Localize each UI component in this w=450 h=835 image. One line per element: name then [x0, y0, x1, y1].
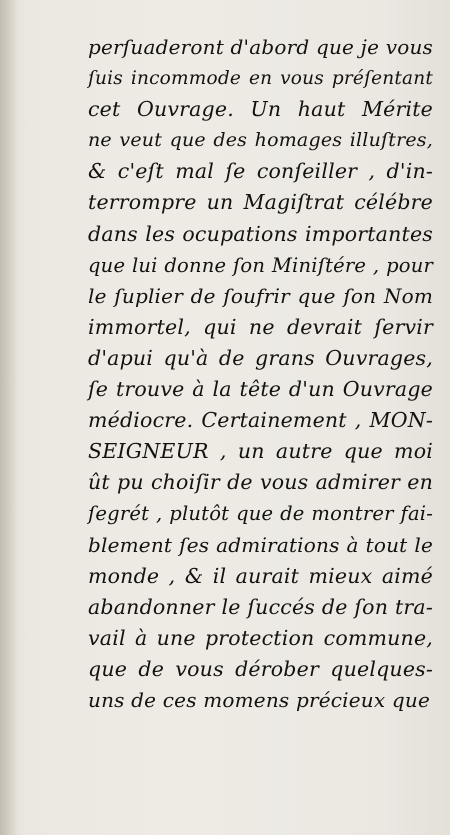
- text-line: dans les ocupations importantes: [88, 221, 433, 246]
- text-line: d'apui qu'à de grans Ouvrages,: [88, 345, 433, 370]
- text-line: que de vous dérober quelques-: [88, 656, 433, 681]
- text-line: & c'eſt mal ſe conſeiller , d'in-: [88, 159, 433, 184]
- text-line: ſegrét , plutôt que de montrer fai-: [88, 502, 433, 526]
- text-line: monde , & il aurait mieux aimé: [88, 563, 433, 588]
- text-line: vail à une protection commune,: [88, 625, 433, 650]
- text-line: terrompre un Magiſtrat célébre: [88, 190, 433, 215]
- body-text: [88, 32, 433, 716]
- text-line: uns de ces momens précieux que: [88, 687, 431, 712]
- text-line: immortel, qui ne devrait ſervir: [88, 314, 433, 339]
- text-line: abandonner le ſuccés de ſon tra-: [88, 594, 433, 619]
- text-line: ût pu choiſir de vous admirer en: [88, 470, 433, 495]
- text-line: ſe trouve à la tête d'un Ouvrage: [88, 377, 433, 402]
- binding-shadow: [0, 0, 18, 835]
- text-line: SEIGNEUR , un autre que moi: [88, 439, 433, 464]
- text-line: le ſuplier de ſoufrir que ſon Nom: [88, 283, 433, 308]
- text-line: ne veut que des homages illuſtres,: [88, 129, 433, 152]
- text-line: blement ſes admirations à tout le: [88, 532, 433, 557]
- text-line: médiocre. Certainement , MON-: [88, 408, 433, 433]
- text-line: cet Ouvrage. Un haut Mérite: [88, 97, 433, 122]
- text-line: que lui donne ſon Miniſtére , pour: [88, 253, 433, 277]
- text-line: ſuis incommode en vous préſentant: [88, 68, 433, 90]
- text-line: perſuaderont d'abord que je vous: [88, 35, 433, 59]
